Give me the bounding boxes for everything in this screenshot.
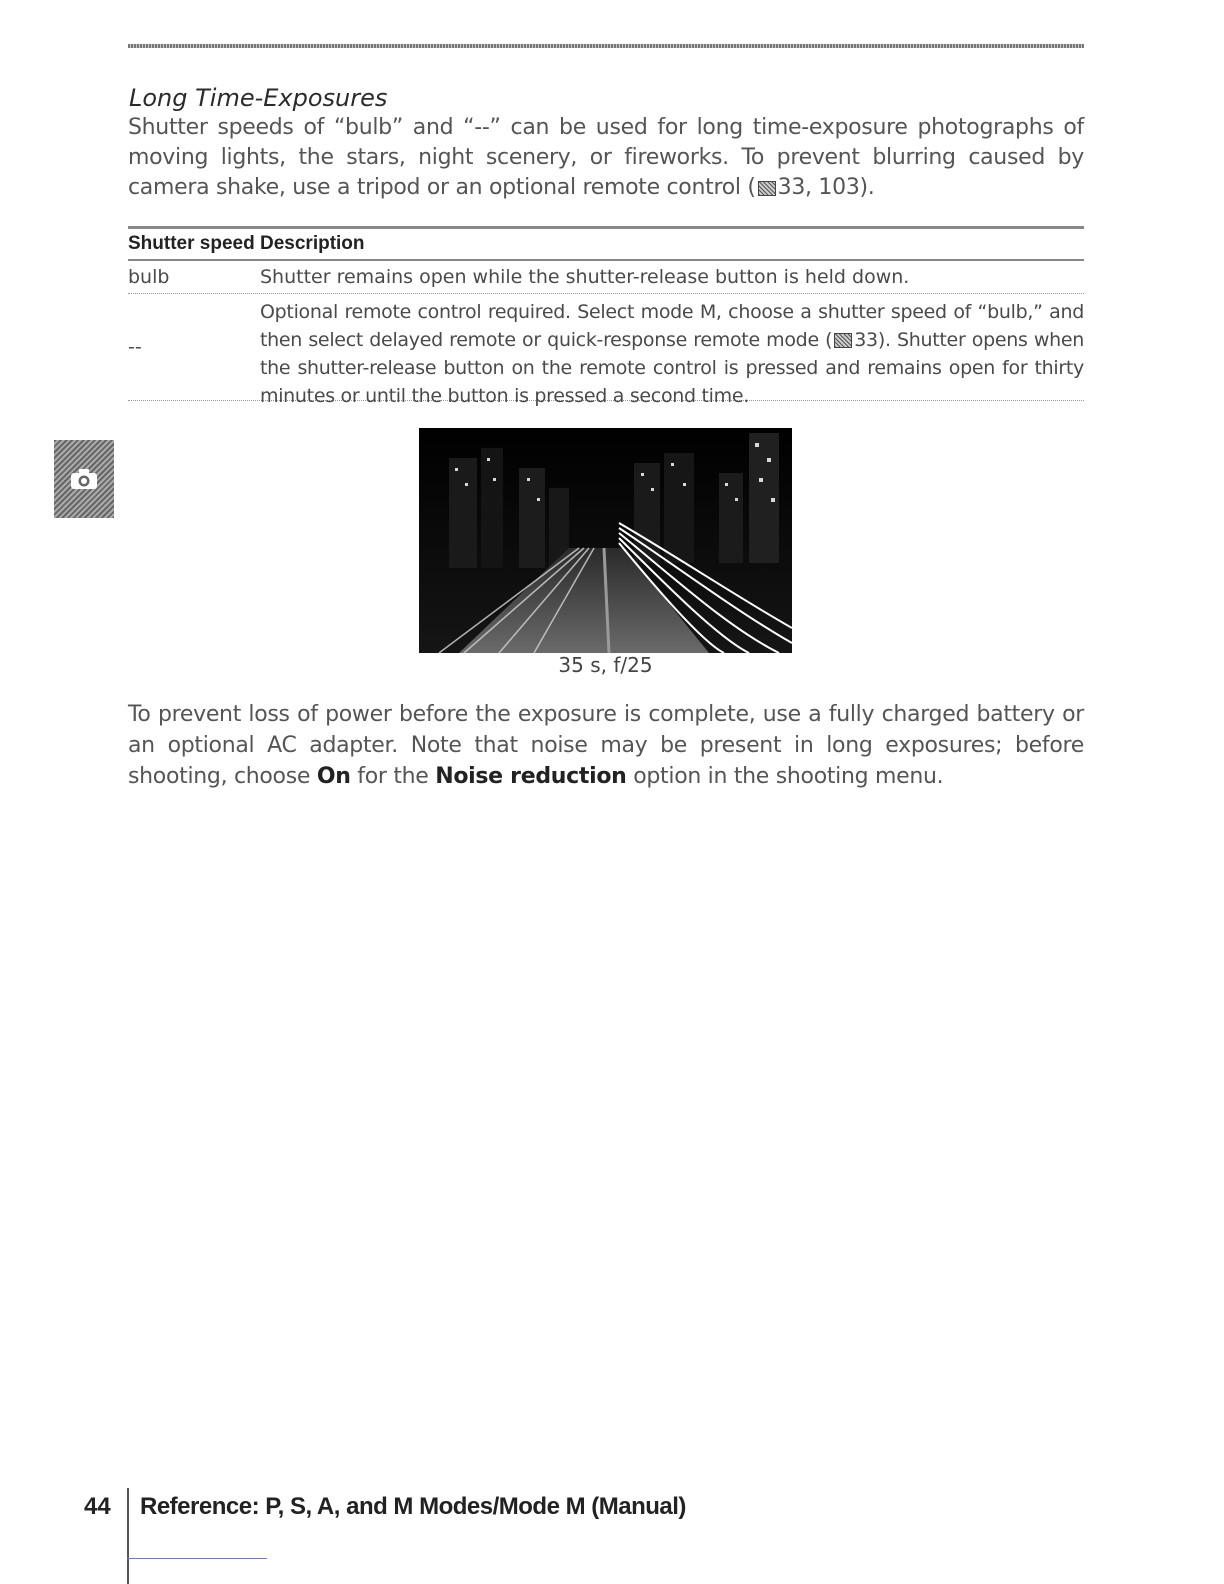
description-text-b: 33). Shutter opens when the shutter-release button on the remote control is pressed and remains open for thirty minutes or until the button is pressed a second time. [260,329,1084,407]
option-on: On [316,764,351,789]
speed-cell: bulb [128,266,170,288]
top-rule [128,44,1084,48]
speed-value: -- [128,336,142,358]
footer-divider [127,1488,129,1584]
column-header-description: Description [260,233,365,254]
intro-paragraph [128,113,1084,203]
note-text-2: for the [350,764,436,789]
column-header-shutter-speed: Shutter speed [128,233,255,254]
section-title: Long Time-Exposures [129,84,388,112]
note-text-1: To prevent loss of power before the exposure is complete, use a fully charged battery or an optional AC adapter. Note that noise may be present in long exposures; before shooting, choose [128,702,1084,789]
long-exposure-image [419,428,792,653]
page-reference-icon [758,181,776,196]
camera-icon [70,468,98,490]
menu-item-noise-reduction: Noise reduction [435,764,627,789]
note-paragraph [128,699,1084,792]
running-head: Reference: P, S, A, and M Modes/Mode M (Manual) [140,1493,686,1520]
description-text-a: Optional remote control required. Select mode M, choose a shutter speed of “bulb,” and then select delayed remote or quick-response remote mode ( [260,301,1084,351]
note-text-3: option in the shooting menu. [626,764,944,789]
shooting-section-tab [54,440,114,518]
shutter-speed-table [128,226,1084,407]
description-cell [260,298,1084,407]
table-row [128,261,1084,293]
page-number: 44 [84,1493,111,1520]
speed-cell [128,298,260,396]
intro-text: Shutter speeds of “bulb” and “--” can be used for long time-exposure photographs of moving lights, the stars, night scenery, or fireworks. To prevent blurring caused by camera shake, use a tripod or an optional remote control ( [128,115,1084,200]
page-reference-icon [834,333,852,348]
night-traffic-photo [419,428,792,653]
intro-refs: 33, 103). [777,175,875,200]
footer-underline [127,1558,267,1559]
photo-caption: 35 s, f/25 [558,653,653,677]
table-row [128,294,1084,407]
description-cell: Shutter remains open while the shutter-release button is held down. [260,266,910,288]
table-header-row [128,229,1084,259]
